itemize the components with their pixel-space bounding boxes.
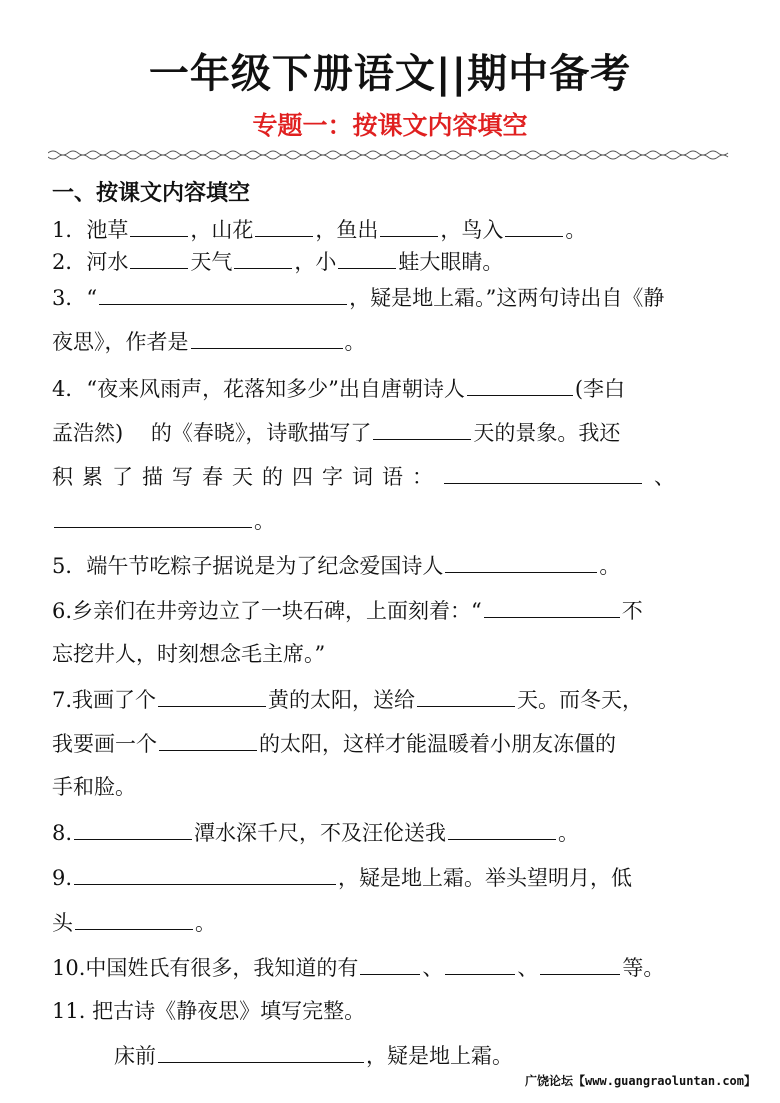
q3-blank-2[interactable]: [191, 326, 343, 349]
question-4: [52, 373, 625, 404]
q8-blank-2[interactable]: [448, 817, 556, 840]
q6-blank-1[interactable]: [484, 595, 620, 618]
q2-blank-3[interactable]: [338, 246, 396, 269]
question-6-line-2: [52, 639, 325, 669]
section-heading: 一、按课文内容填空: [52, 180, 251, 206]
question-8: [52, 817, 579, 848]
question-4-line-2: [52, 417, 620, 448]
q2-text-4: 蛙大眼睛。: [398, 250, 504, 274]
question-2: [52, 246, 503, 277]
q2-text-1: 2．河水: [52, 250, 129, 274]
q1-blank-1[interactable]: [130, 214, 188, 237]
q8-blank-1[interactable]: [74, 817, 192, 840]
q4-text-2: (李白: [574, 377, 626, 401]
question-9-line-2: [52, 907, 216, 938]
q7-text-6: 手和脸。: [52, 775, 136, 799]
q10-blank-3[interactable]: [540, 952, 620, 975]
q7-text-2: 黄的太阳，送给: [268, 688, 416, 712]
q9-blank-1[interactable]: [74, 862, 336, 885]
q9-text-4: 。: [195, 911, 216, 935]
q6-text-3: 忘挖井人，时刻想念毛主席。”: [52, 642, 326, 666]
question-3-line-2: [52, 326, 366, 357]
question-7-line-3: [52, 772, 136, 802]
q9-text-3: 头: [52, 911, 73, 935]
footer-watermark: 广饶论坛【www.guangraoluntan.com】: [525, 1074, 756, 1088]
q1-text-5: 。: [565, 218, 587, 242]
q1-text-4: ，鸟入: [440, 218, 504, 242]
q2-text-2: 天气: [190, 250, 233, 274]
q7-blank-3[interactable]: [159, 728, 257, 751]
q10-text-2: 、: [422, 956, 444, 980]
q11-text-1: 11. 把古诗《静夜思》填写完整。: [52, 999, 366, 1023]
question-11: [52, 996, 365, 1026]
wavy-divider: [48, 148, 730, 162]
q3-text-3: 夜思》，作者是: [52, 330, 189, 354]
q10-text-3: 、: [517, 956, 539, 980]
page-subtitle: 专题一：按课文内容填空: [252, 111, 528, 140]
q6-text-2: 不: [621, 599, 643, 623]
q3-text-4: 。: [344, 330, 366, 354]
q1-blank-4[interactable]: [505, 214, 563, 237]
q1-blank-2[interactable]: [255, 214, 313, 237]
q5-blank-1[interactable]: [445, 550, 597, 573]
q4-text-6: 、: [654, 465, 675, 489]
q7-text-5: 的太阳，这样才能温暖着小朋友冻僵的: [259, 732, 616, 756]
q11-text-3: ，疑是地上霜。: [366, 1044, 513, 1068]
q4-text-5: 积累了描写春天的四字词语：: [52, 465, 442, 489]
question-5: [52, 550, 620, 581]
q4-blank-1[interactable]: [467, 373, 573, 396]
q4-text-3: 孟浩然) 的《春晓》，诗歌描写了: [52, 421, 372, 445]
q4-blank-2[interactable]: [373, 417, 471, 440]
question-7-line-2: [52, 728, 616, 759]
question-1: [52, 214, 586, 245]
q5-text-2: 。: [599, 554, 621, 578]
q9-blank-2[interactable]: [75, 907, 193, 930]
q2-blank-1[interactable]: [130, 246, 188, 269]
question-11-line-2: [114, 1040, 513, 1071]
q1-blank-3[interactable]: [380, 214, 438, 237]
q8-text-2: 潭水深千尺，不及汪伦送我: [194, 821, 447, 845]
q10-text-4: 等。: [622, 956, 665, 980]
q11-text-2: 床前: [114, 1044, 156, 1068]
q2-text-3: ，小: [294, 250, 337, 274]
q7-text-3: 天。而冬天，: [517, 688, 644, 712]
q4-blank-3[interactable]: [444, 461, 642, 484]
question-4-line-3: [52, 461, 675, 492]
q3-blank-1[interactable]: [99, 282, 347, 305]
q8-text-1: 8.: [52, 821, 73, 845]
q7-text-1: 7.我画了个: [52, 688, 157, 712]
q1-text-3: ，鱼出: [315, 218, 379, 242]
q11-blank-1[interactable]: [158, 1040, 364, 1063]
q10-blank-1[interactable]: [360, 952, 420, 975]
q9-text-1: 9.: [52, 866, 73, 890]
page-title: 一年级下册语文||期中备考: [148, 51, 632, 97]
q2-blank-2[interactable]: [234, 246, 292, 269]
q3-text-1: 3．“: [52, 286, 98, 310]
question-6: [52, 595, 643, 626]
q8-text-3: 。: [558, 821, 580, 845]
q4-text-1: 4．“夜来风雨声，花落知多少”出自唐朝诗人: [52, 377, 465, 401]
q7-blank-1[interactable]: [158, 684, 266, 707]
question-3: [52, 282, 664, 313]
q7-text-4: 我要画一个: [52, 732, 157, 756]
q5-text-1: 5．端午节吃粽子据说是为了纪念爱国诗人: [52, 554, 444, 578]
q4-text-4: 天的景象。我还: [473, 421, 621, 445]
q6-text-1: 6.乡亲们在井旁边立了一块石碑，上面刻着：“: [52, 599, 482, 623]
q1-text-1: 1．池草: [52, 218, 129, 242]
q7-blank-2[interactable]: [417, 684, 515, 707]
q10-blank-2[interactable]: [445, 952, 515, 975]
question-4-line-4: [52, 505, 275, 536]
question-9: [52, 862, 632, 893]
q9-text-2: ，疑是地上霜。举头望明月，低: [338, 866, 633, 890]
q4-blank-4[interactable]: [54, 505, 252, 528]
q4-text-7: 。: [254, 509, 275, 533]
q3-text-2: ，疑是地上霜。”这两句诗出自《静: [349, 286, 665, 310]
q1-text-2: ，山花: [190, 218, 254, 242]
question-7: [52, 684, 643, 715]
question-10: [52, 952, 664, 983]
q10-text-1: 10.中国姓氏有很多，我知道的有: [52, 956, 359, 980]
